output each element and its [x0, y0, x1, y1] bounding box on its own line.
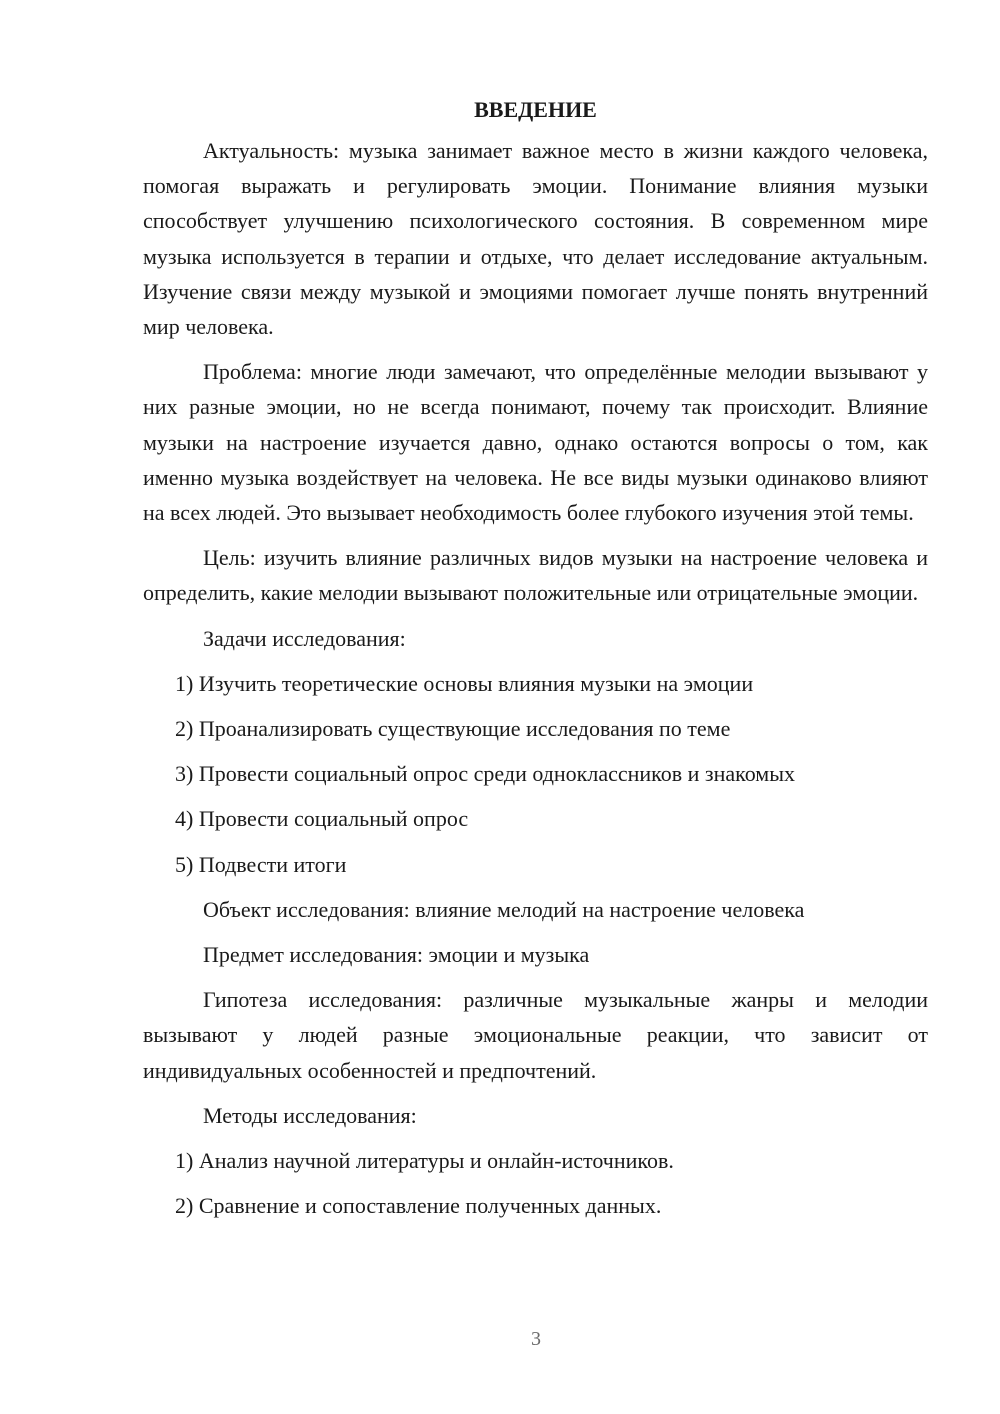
subject-line: Предмет исследования: эмоции и музыка [203, 942, 590, 968]
method-item-2: 2) Сравнение и сопоставление полученных данных. [175, 1193, 662, 1219]
page-title: ВВЕДЕНИЕ [474, 97, 597, 122]
method-item-1: 1) Анализ научной литературы и онлайн-источников. [175, 1148, 674, 1174]
task-item-4: 4) Провести социальный опрос [175, 806, 469, 832]
object-line: Объект исследования: влияние мелодий на настроение человека [203, 896, 805, 922]
task-item-5: 5) Подвести итоги [175, 851, 347, 877]
task-item-1: 1) Изучить теоретические основы влияния музыки на эмоции [175, 670, 754, 696]
task-item-2: 2) Проанализировать существующие исследования по теме [175, 716, 731, 742]
page-number: 3 [531, 1328, 541, 1350]
document-page [143, 92, 928, 1233]
goal-paragraph: Цель: изучить влияние различных видов музыки на настроение человека и определить, какие мелодии вызывают положительные или отрицательные эмоции. [143, 545, 928, 606]
problem-paragraph: Проблема: многие люди замечают, что определённые мелодии вызывают у них разные эмоции, но не всегда понимают, почему так происходит. Влияние музыки на настроение изучается давно, однако остаются вопросы о том, как именно музыка воздействует на человека. Не все виды музыки одинаково влияют на всех людей. Это вызывает необходимость более глубокого изучения этой темы. [143, 359, 928, 526]
task-item-3: 3) Провести социальный опрос среди одноклассников и знакомых [175, 761, 795, 787]
methods-heading: Методы исследования: [203, 1102, 417, 1128]
relevance-paragraph: Актуальность: музыка занимает важное место в жизни каждого человека, помогая выражать и регулировать эмоции. Понимание влияния музыки способствует улучшению психологического состояния. В современном мире музыка используется в терапии и отдыхе, что делает исследование актуальным. Изучение связи между музыкой и эмоциями помогает лучше понять внутренний мир человека. [143, 138, 928, 340]
hypothesis-paragraph: Гипотеза исследования: различные музыкальные жанры и мелодии вызывают у людей разные эмоциональные реакции, что зависит от индивидуальных особенностей и предпочтений. [143, 987, 928, 1083]
tasks-heading: Задачи исследования: [203, 625, 406, 651]
